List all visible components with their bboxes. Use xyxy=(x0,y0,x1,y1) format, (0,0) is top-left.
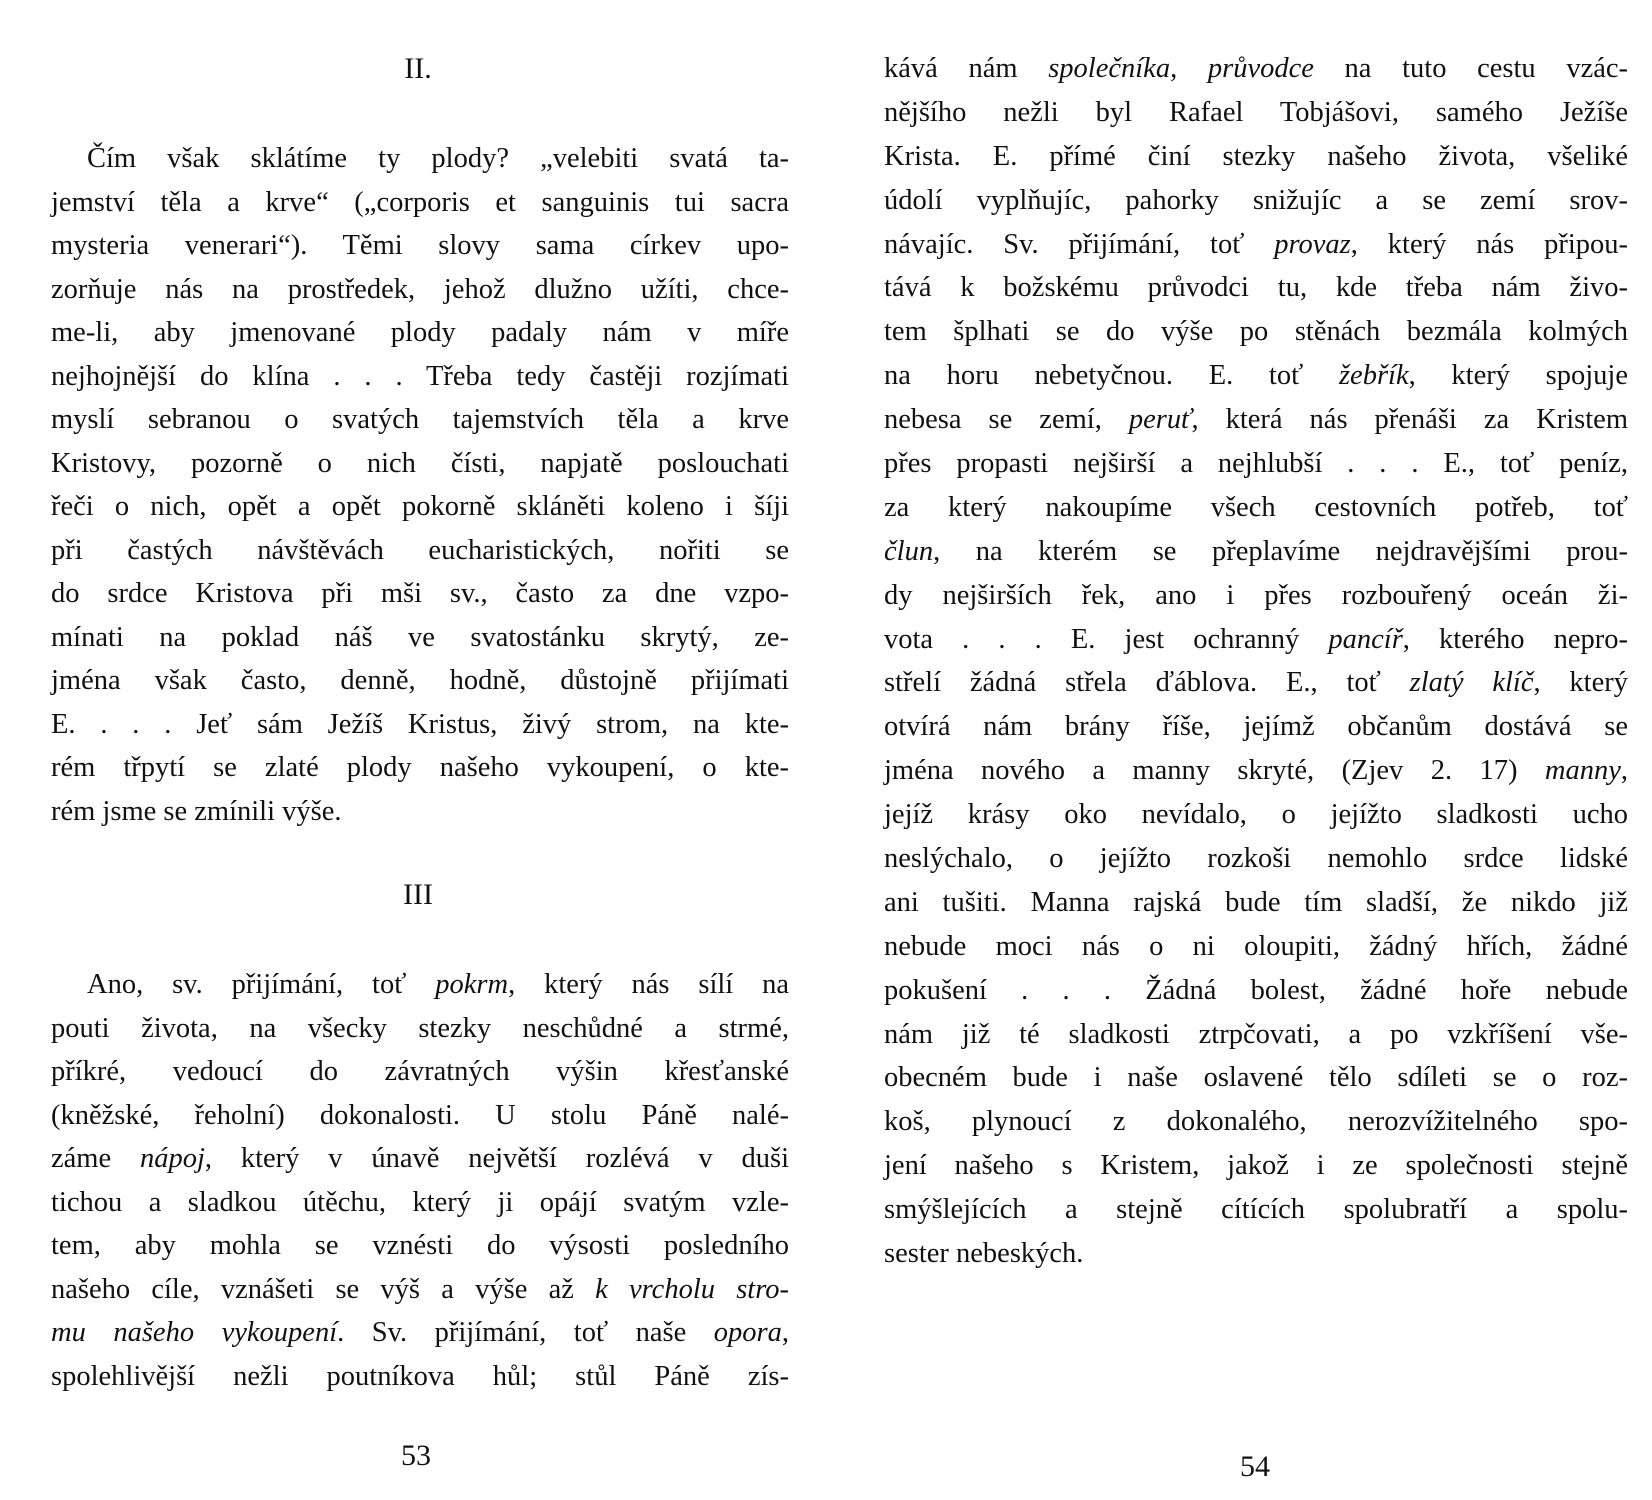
text-line xyxy=(884,1144,1628,1188)
text-segment: kává nám xyxy=(884,53,1049,84)
text-segment: za který nakoupíme všech cestovních potřeb, toť xyxy=(884,491,1628,523)
text-line xyxy=(51,268,789,312)
text-segment: přes propasti nejširší a nejhlubší . . . E., toť peníz, xyxy=(884,448,1628,480)
text-segment: tichou a sladkou útěchu, který ji opájí svatým vzle- xyxy=(51,1186,789,1218)
text-segment: nejhojnější do klína . . . Třeba tedy častěji rozjímati xyxy=(51,360,789,392)
text-segment: nebesa se zemí, xyxy=(884,404,1129,436)
text-line xyxy=(51,1181,789,1225)
text-line xyxy=(51,398,789,442)
text-segment: jení našeho s Kristem, jakož i ze společnosti stejně xyxy=(884,1150,1628,1182)
page-number: 54 xyxy=(1240,1450,1270,1483)
text-segment: , xyxy=(781,1317,790,1348)
right-page xyxy=(826,0,1652,1500)
text-line xyxy=(884,47,1628,91)
text-segment: Kristovy, pozorně o nich čísti, napjatě poslouchati xyxy=(51,447,789,479)
text-segment: dy nejširších řek, ano i přes rozbouřený oceán ži- xyxy=(884,579,1628,611)
text-segment: me-li, aby jmenované plody padaly nám v míře xyxy=(51,317,789,348)
text-segment: Ano, sv. přijímání, toť xyxy=(87,969,436,1000)
text-segment: ani tušiti. Manna rajská bude tím sladší, že nikdo již xyxy=(884,886,1628,918)
text-segment: , xyxy=(1620,755,1628,787)
text-line xyxy=(51,485,789,529)
text-line xyxy=(51,790,789,834)
text-line xyxy=(884,486,1628,530)
text-line xyxy=(51,1311,789,1355)
text-segment: , který v únavě největší rozlévá v duši xyxy=(204,1143,790,1174)
text-line xyxy=(51,1137,789,1181)
section-heading-iii: III xyxy=(403,878,433,911)
text-line xyxy=(884,1013,1628,1057)
text-segment: vota . . . E. jest ochranný xyxy=(884,623,1329,655)
text-line xyxy=(51,224,789,268)
text-segment: Krista. E. přímé činí stezky našeho života, všeliké xyxy=(884,140,1628,172)
text-line xyxy=(884,179,1628,223)
text-segment: , která nás přenáši za Kristem xyxy=(1191,404,1628,436)
text-segment: záme xyxy=(51,1143,140,1174)
text-segment: zorňuje nás na prostředek, jehož dlužno užíti, chce- xyxy=(51,273,789,305)
emphasized-text: manny xyxy=(1544,755,1621,787)
text-segment: nebude moci nás o ni oloupiti, žádný hřích, žádné xyxy=(884,930,1628,962)
text-segment: neslýchalo, o jejížto rozkoši nemohlo srdce lidské xyxy=(884,843,1628,875)
text-segment: tem šplhati se do výše po stěnách bezmála kolmých xyxy=(884,316,1628,348)
text-segment: mínati na poklad náš ve svatostánku skrytý, ze- xyxy=(51,621,789,653)
text-line xyxy=(51,1094,789,1138)
text-line xyxy=(884,574,1628,618)
text-line xyxy=(51,442,789,486)
text-segment: (kněžské, řeholní) dokonalosti. U stolu Páně nalé- xyxy=(51,1099,789,1131)
text-segment: , který nás sílí na xyxy=(508,969,789,1000)
emphasized-text: mu našeho vykoupení xyxy=(51,1317,338,1348)
text-segment: nějšího nežli byl Rafael Tobjášovi, samého Ježíše xyxy=(884,96,1628,128)
paragraph-continued xyxy=(884,47,1628,1276)
text-line xyxy=(884,1232,1628,1276)
text-line xyxy=(884,354,1628,398)
emphasized-text: zlatý klíč xyxy=(1409,667,1534,699)
text-line xyxy=(51,1224,789,1268)
text-line xyxy=(51,703,789,747)
text-line xyxy=(51,1007,789,1051)
text-line xyxy=(51,181,789,225)
text-line xyxy=(884,969,1628,1013)
text-line xyxy=(51,529,789,573)
text-segment: E. . . . Jeť sám Ježíš Kristus, živý strom, na kte- xyxy=(51,708,789,740)
text-segment: údolí vyplňujíc, pahorky snižujíc a se zemí srov- xyxy=(884,184,1628,216)
text-segment: do srdce Kristova při mši sv., často za dne vzpo- xyxy=(51,578,789,609)
text-segment: sester nebeských. xyxy=(884,1238,1084,1270)
emphasized-text: žebřík xyxy=(1338,360,1409,392)
text-segment: na horu nebetyčnou. E. toť xyxy=(884,360,1339,392)
text-line xyxy=(51,746,789,790)
text-segment: otvírá nám brány říše, jejímž občanům dostává se xyxy=(884,711,1628,743)
text-line xyxy=(884,1100,1628,1144)
emphasized-text: nápoj xyxy=(139,1143,205,1174)
text-segment: rém třpytí se zlaté plody našeho vykoupení, o kte- xyxy=(51,752,789,783)
text-segment: jejíž krásy oko nevídalo, o jejížto sladkosti ucho xyxy=(884,799,1628,831)
text-line xyxy=(51,963,789,1007)
text-segment: rém jsme se zmínili výše. xyxy=(51,795,342,827)
text-segment: obecném bude i naše oslavené tělo sdíleti se o roz- xyxy=(884,1062,1628,1094)
text-line xyxy=(884,310,1628,354)
text-line xyxy=(884,135,1628,179)
text-line xyxy=(884,91,1628,135)
emphasized-text: opora xyxy=(713,1317,782,1348)
text-line xyxy=(51,659,789,703)
text-segment: mysteria venerari“). Těmi slovy sama církev upo- xyxy=(51,230,789,261)
text-line xyxy=(51,311,789,355)
text-segment: návajíc. Sv. přijímání, toť xyxy=(884,228,1275,260)
text-segment: , který xyxy=(1533,667,1628,699)
emphasized-text: společníka xyxy=(1048,53,1171,84)
paragraph-1 xyxy=(51,137,789,833)
paragraph-2 xyxy=(51,963,789,1398)
text-line xyxy=(884,618,1628,662)
text-line xyxy=(51,572,789,616)
text-line xyxy=(51,1268,789,1312)
text-line xyxy=(51,616,789,660)
text-line xyxy=(51,1355,789,1399)
text-line xyxy=(884,793,1628,837)
text-segment: nám již té sladkosti ztrpčovati, a po vzkříšení vše- xyxy=(884,1018,1628,1050)
text-segment: na tuto cestu vzác- xyxy=(1313,53,1629,84)
text-line xyxy=(884,442,1628,486)
text-segment: při častých návštěvách eucharistických, nořiti se xyxy=(51,534,789,566)
emphasized-text: člun xyxy=(884,535,934,567)
text-line xyxy=(884,1056,1628,1100)
text-line xyxy=(884,925,1628,969)
text-segment: , xyxy=(1170,53,1208,84)
text-line xyxy=(884,661,1628,705)
text-line xyxy=(884,223,1628,267)
text-line xyxy=(51,355,789,399)
text-segment: smýšlejících a stejně cítících spolubratří a spolu- xyxy=(884,1194,1628,1226)
text-line xyxy=(884,881,1628,925)
text-segment: našeho cíle, vznášeti se výš a výše až xyxy=(51,1273,596,1305)
text-segment: jména nového a manny skryté, (Zjev 2. 17) xyxy=(884,755,1545,787)
text-segment: , na kterém se přeplavíme nejdravějšími prou- xyxy=(933,535,1628,567)
text-segment: , který spojuje xyxy=(1408,360,1628,392)
emphasized-text: pancíř xyxy=(1328,623,1403,655)
text-line xyxy=(884,705,1628,749)
text-segment: pouti života, na všecky stezky neschůdné a strmé, xyxy=(51,1012,789,1044)
text-segment: střelí žádná střela ďáblova. E., toť xyxy=(884,667,1410,699)
text-segment: tává k božskému průvodci tu, kde třeba nám živo- xyxy=(884,272,1628,304)
emphasized-text: peruť xyxy=(1128,404,1192,436)
emphasized-text: k vrcholu stro- xyxy=(595,1273,789,1305)
text-segment: pokušení . . . Žádná bolest, žádné hoře nebude xyxy=(884,974,1628,1006)
emphasized-text: pokrm xyxy=(435,969,509,1000)
text-line xyxy=(884,749,1628,793)
text-segment: tem, aby mohla se vznésti do výsosti posledního xyxy=(51,1230,789,1261)
emphasized-text: provaz xyxy=(1274,228,1351,260)
page-number: 53 xyxy=(401,1439,431,1472)
text-line xyxy=(884,530,1628,574)
text-segment: příkré, vedoucí do závratných výšin křesťanské xyxy=(51,1056,789,1087)
text-segment: jemství těla a krve“ („corporis et sanguinis tui sacra xyxy=(51,186,789,218)
text-line xyxy=(884,837,1628,881)
text-segment: , kterého nepro- xyxy=(1402,623,1628,655)
text-segment: myslí sebranou o svatých tajemstvích těla a krve xyxy=(51,404,789,435)
text-segment: řeči o nich, opět a opět pokorně skláněti koleno i šíji xyxy=(51,491,789,522)
text-segment: Čím však sklátíme ty plody? „velebiti svatá ta- xyxy=(87,143,789,174)
text-segment: koš, plynoucí z dokonalého, nerozvížitelného spo- xyxy=(884,1106,1628,1138)
text-segment: . Sv. přijímání, toť naše xyxy=(337,1317,714,1348)
text-line xyxy=(884,266,1628,310)
text-line xyxy=(884,1188,1628,1232)
text-line xyxy=(51,137,789,181)
text-segment: jména však často, denně, hodně, důstojně přijímati xyxy=(51,665,789,696)
text-line xyxy=(51,1050,789,1094)
text-line xyxy=(884,398,1628,442)
emphasized-text: průvodce xyxy=(1207,53,1314,84)
text-segment: , který nás připou- xyxy=(1350,228,1628,260)
text-segment: spolehlivější nežli poutníkova hůl; stůl Páně zís- xyxy=(51,1360,789,1392)
section-heading-ii: II. xyxy=(404,52,432,85)
